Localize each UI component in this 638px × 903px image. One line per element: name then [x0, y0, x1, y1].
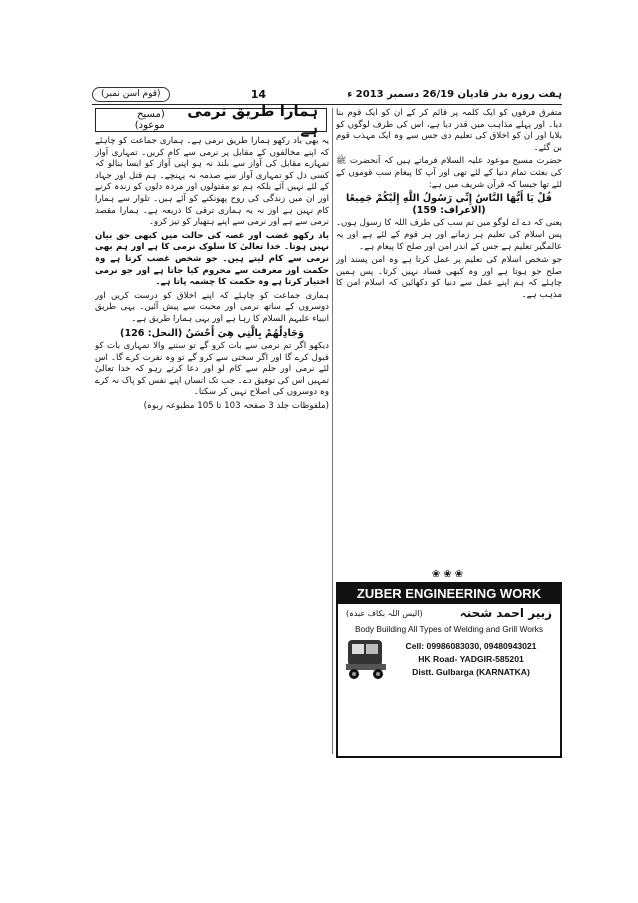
ad-body [338, 636, 560, 682]
reference: (ملفوظات جلد 3 صفحہ 103 تا 105 مطبوعہ ربوہ) [143, 401, 329, 412]
left-column-text [95, 136, 329, 754]
ad-cell: Cell: 09986083030, 09480943021 [405, 640, 537, 651]
paragraph: ہماری جماعت کو چاہئے کہ اپنے اخلاق کو درست کریں اور دوسروں کے ساتھ نرمی اور محبت سے پیش آئیں۔ یہی طریق انبیاء علیہم السلام کا رہا ہے اور یہی ہمارا طریق ہے۔ [95, 290, 329, 324]
paragraph: یعنی کہ دے اے لوگو میں تم سب کی طرف اللہ کا رسول ہوں۔ پس اسلام کی تعلیم ہر زمانے اور ہر قوم کے لئے ہے اور یہ عالمگیر تعلیم ہے جس کے اندر امن اور صلح کا پیغام ہے۔ [336, 218, 562, 252]
article-title: ہمارا طریق نرمی ہے [187, 102, 318, 138]
publication-date: ہفت روزہ بدر قادیان 26/19 دسمبر 2013 ء [347, 88, 562, 100]
separator-stars: ❀❀❀ [431, 569, 467, 580]
advertisement [336, 582, 562, 758]
paragraph: دیکھو اگر تم نرمی سے بات کرو گے تو سننے والا تمہاری بات کو قبول کرے گا اور اگر سختی سے کرو گے تو وہ نفرت کرے گا۔ اس لئے نرمی اور حلم سے کام لو اور دعا کرتے رہو کہ خدا تعالیٰ تمہیں اس کی توفیق دے۔ جب تک انسان اپنے نفس کو پاک نہ کرے وہ دوسروں کی اصلاح نہیں کر سکتا۔ [95, 341, 329, 398]
paragraph: یہ بھی یاد رکھو ہمارا طریق نرمی ہے۔ ہماری جماعت کو چاہئے کہ اپنے مخالفوں کے مقابل پر نرمی سے کام کریں۔ تمہاری آواز تمہارے مقابل کی آواز سے بلند نہ ہو اپنی آواز کو ایسا بنالو کہ کسی دل کو تمہاری آواز سے صدمہ نہ پہنچے۔ ہم قتل اور جہاد کے لئے نہیں آئے بلکہ ہم تو مقتولوں اور مردہ دلوں کو زندہ کرنے اور ان میں زندگی کی روح پھونکنے کو آئے ہیں۔ تلوار سے ہمارا کام نہیں ہے اور نہ یہ ہماری ترقی کا ذریعہ ہے۔ ہمارا مقصد نرمی سے ہے اور نرمی سے اپنے ہتھیار کو تیز کرو۔ [95, 136, 329, 228]
ad-invocation: (الیس اللہ بکاف عبدہ) [346, 608, 423, 618]
auto-rickshaw-icon [344, 636, 388, 682]
ad-owner-name: زبیر احمد شحنہ [459, 606, 552, 620]
paragraph: حضرت مسیح موعود علیہ السلام فرماتے ہیں کہ آنحضرت ﷺ کی بعثت تمام دنیا کے لئے تھی اور آپ کا پیغام سب قوموں کے لئے تھا جیسا کہ قرآن شریف میں ہے: [336, 156, 562, 190]
quran-verse: وَجَادِلْهُمْ بِالَّتِي هِيَ أَحْسَنُ (النحل: 126) [120, 327, 304, 339]
article-author: (مسیح موعود) [134, 109, 165, 131]
ad-description: Body Building All Types of Welding and Grill Works [354, 624, 544, 634]
paragraph: متفرق فرقوں کو ایک کلمہ پر قائم کر کے ان کو ایک قوم بنا دیا۔ اور پہلے مذاہب میں قدر دیا ہے، اس کی طرف لوگوں کو بلایا اور ان کو اخلاق کی تعلیم دی جس سے وہ ایک مہذب قوم بن گئے۔ [336, 108, 562, 153]
ad-contact [388, 640, 554, 679]
paragraph: جو شخص اسلام کی تعلیم پر عمل کرتا ہے وہ امن پسند اور صلح جو ہوتا ہے اور وہ کبھی فساد نہیں کرتا۔ پس ہمیں چاہئے کہ ہم اپنے عمل سے دنیا کو دکھائیں کہ اسلام امن کا مذہب ہے۔ [336, 255, 562, 300]
ad-names-row [338, 604, 560, 622]
column-divider [332, 108, 333, 754]
right-column-text [336, 108, 562, 578]
ad-address-line1: HK Road- YADGIR-585201 [418, 653, 524, 664]
header-rule [92, 104, 562, 105]
page-number: 14 [250, 87, 267, 101]
page-header [92, 86, 562, 102]
article-title-box [95, 102, 327, 138]
quran-verse: قُلْ يَا أَيُّهَا النَّاسُ إِنِّي رَسُولُ اللَّهِ إِلَيْكُمْ جَمِيعًا (الاعراف: 159) [346, 193, 552, 216]
paragraph-bold: یاد رکھو غضب اور غصہ کی حالت میں کبھی حق بیان نہیں ہوتا۔ خدا تعالیٰ کا سلوک نرمی کا ہے اور ہم بھی نرمی سے کام لیتے ہیں۔ جو شخص غضب کرتا ہے وہ حکمت اور معرفت سے محروم کیا جاتا ہے اور جو نرمی اختیار کرتا ہے وہ حکمت کا چشمہ پاتا ہے۔ [95, 230, 329, 288]
ad-heading: ZUBER ENGINEERING WORK [338, 584, 560, 604]
issue-label: (قوم اسن نمبر) [92, 87, 170, 102]
ad-address-line2: Distt. Gulbarga (KARNATKA) [412, 666, 530, 677]
